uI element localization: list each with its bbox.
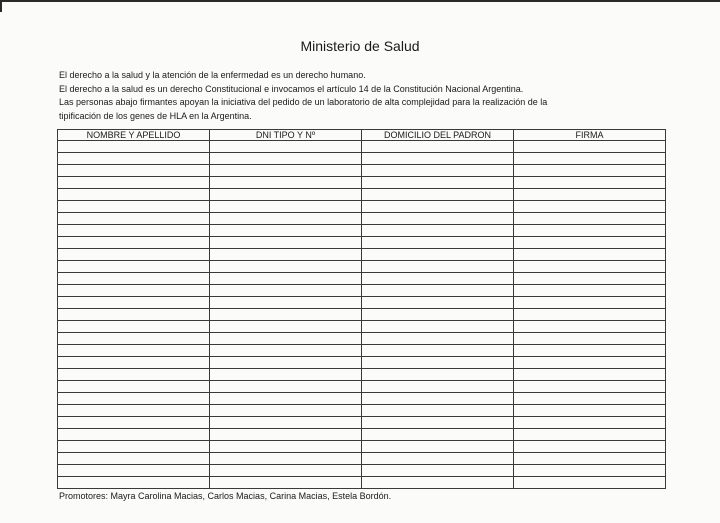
cell-name [58, 405, 210, 417]
table-row [58, 309, 666, 321]
cell-dni [210, 297, 362, 309]
cell-dni [210, 249, 362, 261]
table-row [58, 225, 666, 237]
cell-address [362, 405, 514, 417]
cell-signature [514, 381, 666, 393]
cell-dni [210, 141, 362, 153]
cell-address [362, 249, 514, 261]
table-row [58, 417, 666, 429]
cell-signature [514, 429, 666, 441]
intro-line: El derecho a la salud y la atención de la enfermedad es un derecho humano. [59, 70, 366, 80]
cell-name [58, 201, 210, 213]
cell-signature [514, 441, 666, 453]
cell-signature [514, 465, 666, 477]
table-row [58, 153, 666, 165]
cell-address [362, 357, 514, 369]
cell-address [362, 429, 514, 441]
table-row [58, 237, 666, 249]
cell-signature [514, 297, 666, 309]
table-row [58, 357, 666, 369]
table-row [58, 165, 666, 177]
table-row [58, 261, 666, 273]
cell-signature [514, 225, 666, 237]
cell-address [362, 417, 514, 429]
column-header-name: NOMBRE Y APELLIDO [58, 130, 210, 141]
table-row [58, 333, 666, 345]
cell-signature [514, 285, 666, 297]
cell-dni [210, 225, 362, 237]
cell-dni [210, 441, 362, 453]
cell-dni [210, 405, 362, 417]
scan-edge-left [0, 0, 2, 12]
cell-name [58, 165, 210, 177]
cell-dni [210, 345, 362, 357]
table-body [58, 141, 666, 489]
cell-signature [514, 249, 666, 261]
cell-address [362, 213, 514, 225]
cell-name [58, 297, 210, 309]
table-row [58, 177, 666, 189]
cell-address [362, 453, 514, 465]
cell-dni [210, 357, 362, 369]
cell-signature [514, 453, 666, 465]
cell-signature [514, 165, 666, 177]
cell-dni [210, 333, 362, 345]
cell-signature [514, 417, 666, 429]
intro-paragraph [59, 69, 619, 123]
cell-address [362, 441, 514, 453]
cell-name [58, 285, 210, 297]
cell-dni [210, 189, 362, 201]
cell-signature [514, 141, 666, 153]
cell-name [58, 141, 210, 153]
cell-name [58, 237, 210, 249]
cell-address [362, 309, 514, 321]
table-header-row [58, 130, 666, 141]
cell-signature [514, 273, 666, 285]
cell-name [58, 453, 210, 465]
cell-name [58, 177, 210, 189]
document-title: Ministerio de Salud [300, 38, 420, 54]
scan-edge-top [0, 0, 720, 2]
table-row [58, 213, 666, 225]
cell-address [362, 381, 514, 393]
cell-dni [210, 237, 362, 249]
promoters-line: Promotores: Mayra Carolina Macias, Carlos Macias, Carina Macias, Estela Bordón. [59, 491, 392, 501]
table-row [58, 405, 666, 417]
table-row [58, 141, 666, 153]
table-row [58, 321, 666, 333]
cell-dni [210, 321, 362, 333]
cell-dni [210, 309, 362, 321]
cell-dni [210, 285, 362, 297]
cell-signature [514, 237, 666, 249]
cell-address [362, 333, 514, 345]
table-row [58, 249, 666, 261]
cell-dni [210, 429, 362, 441]
table-row [58, 393, 666, 405]
cell-dni [210, 201, 362, 213]
cell-name [58, 393, 210, 405]
cell-address [362, 153, 514, 165]
cell-name [58, 429, 210, 441]
cell-address [362, 141, 514, 153]
column-header-address: DOMICILIO DEL PADRON [362, 130, 514, 141]
cell-dni [210, 273, 362, 285]
cell-signature [514, 405, 666, 417]
cell-signature [514, 321, 666, 333]
cell-address [362, 165, 514, 177]
cell-dni [210, 393, 362, 405]
cell-name [58, 225, 210, 237]
table-row [58, 369, 666, 381]
cell-signature [514, 261, 666, 273]
cell-name [58, 369, 210, 381]
table-row [58, 201, 666, 213]
table-row [58, 297, 666, 309]
cell-name [58, 465, 210, 477]
cell-address [362, 189, 514, 201]
cell-signature [514, 345, 666, 357]
cell-address [362, 297, 514, 309]
cell-dni [210, 153, 362, 165]
cell-dni [210, 177, 362, 189]
cell-signature [514, 177, 666, 189]
cell-dni [210, 465, 362, 477]
intro-line: El derecho a la salud es un derecho Constitucional e invocamos el artículo 14 de la Constitución Nacional Argentina. [59, 83, 524, 94]
cell-address [362, 477, 514, 489]
table-row [58, 273, 666, 285]
cell-signature [514, 201, 666, 213]
cell-name [58, 309, 210, 321]
cell-name [58, 273, 210, 285]
cell-signature [514, 309, 666, 321]
cell-address [362, 369, 514, 381]
column-header-signature: FIRMA [514, 130, 666, 141]
signature-table [57, 129, 666, 489]
table-row [58, 477, 666, 489]
cell-name [58, 189, 210, 201]
cell-signature [514, 393, 666, 405]
table-row [58, 453, 666, 465]
column-header-dni: DNI TIPO Y Nº [210, 130, 362, 141]
cell-signature [514, 153, 666, 165]
cell-name [58, 153, 210, 165]
cell-signature [514, 213, 666, 225]
cell-signature [514, 333, 666, 345]
table-row [58, 189, 666, 201]
cell-address [362, 465, 514, 477]
cell-dni [210, 261, 362, 273]
cell-name [58, 357, 210, 369]
cell-name [58, 261, 210, 273]
cell-name [58, 345, 210, 357]
table-row [58, 285, 666, 297]
cell-dni [210, 213, 362, 225]
cell-dni [210, 417, 362, 429]
table-row [58, 465, 666, 477]
cell-address [362, 225, 514, 237]
cell-address [362, 201, 514, 213]
cell-signature [514, 357, 666, 369]
cell-address [362, 321, 514, 333]
cell-name [58, 477, 210, 489]
cell-address [362, 177, 514, 189]
cell-address [362, 237, 514, 249]
cell-signature [514, 189, 666, 201]
cell-name [58, 417, 210, 429]
cell-address [362, 285, 514, 297]
cell-dni [210, 369, 362, 381]
table-row [58, 381, 666, 393]
cell-dni [210, 381, 362, 393]
cell-name [58, 333, 210, 345]
cell-signature [514, 477, 666, 489]
cell-dni [210, 477, 362, 489]
cell-address [362, 273, 514, 285]
cell-name [58, 213, 210, 225]
cell-name [58, 321, 210, 333]
table-row [58, 429, 666, 441]
cell-address [362, 393, 514, 405]
cell-address [362, 345, 514, 357]
cell-address [362, 261, 514, 273]
intro-line: Las personas abajo firmantes apoyan la iniciativa del pedido de un laboratorio de alta complejidad para la realización de la [59, 97, 548, 107]
cell-signature [514, 369, 666, 381]
cell-dni [210, 453, 362, 465]
table-row [58, 441, 666, 453]
cell-name [58, 249, 210, 261]
cell-name [58, 441, 210, 453]
table-row [58, 345, 666, 357]
intro-line: tipificación de los genes de HLA en la Argentina. [59, 110, 252, 121]
cell-name [58, 381, 210, 393]
cell-dni [210, 165, 362, 177]
